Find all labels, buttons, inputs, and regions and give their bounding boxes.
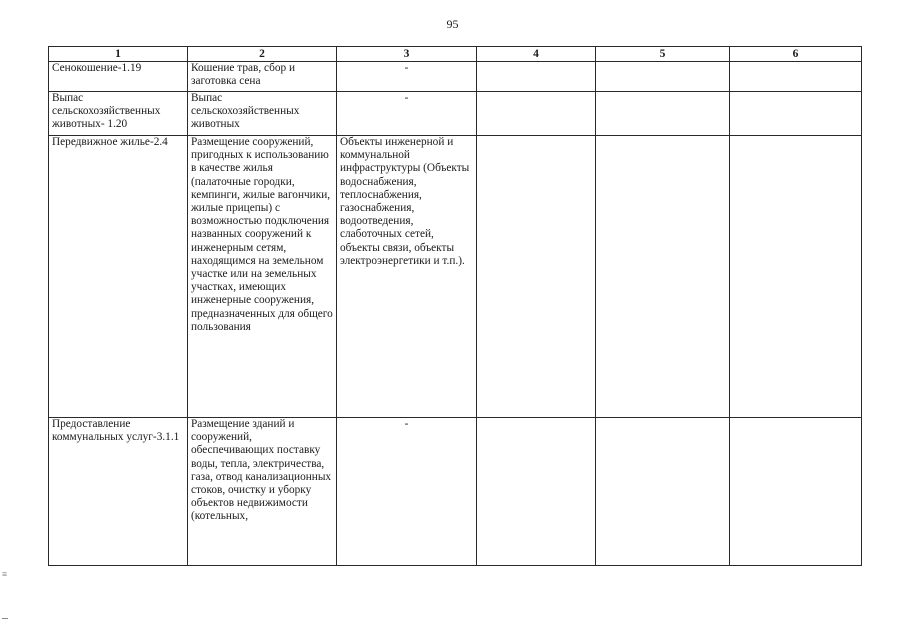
header-col-1: 1 [49, 47, 188, 62]
use-type-cell: Выпас сельскохозяйственных животных- 1.20 [49, 92, 188, 136]
table-row [49, 62, 862, 92]
infrastructure-cell: - [337, 92, 477, 136]
table-row [49, 92, 862, 136]
scan-edge-mark: ≡ [2, 569, 8, 579]
use-type-cell: Предоставление коммунальных услуг-3.1.1 [49, 418, 188, 566]
empty-cell [477, 136, 596, 418]
empty-cell [477, 418, 596, 566]
use-description-cell: Выпас сельскохозяйственных животных [188, 92, 337, 136]
empty-cell [477, 92, 596, 136]
empty-cell [596, 62, 730, 92]
scan-edge-line [2, 618, 8, 619]
use-description-cell: Кошение трав, сбор и заготовка сена [188, 62, 337, 92]
table-row [49, 418, 862, 566]
header-col-3: 3 [337, 47, 477, 62]
use-type-cell: Передвижное жилье-2.4 [49, 136, 188, 418]
infrastructure-cell: - [337, 62, 477, 92]
empty-cell [477, 62, 596, 92]
use-description-cell: Размещение сооружений, пригодных к использованию в качестве жилья (палаточные городки, кемпинги, жилые вагончики, жилые прицепы) с возможностью подключения названных сооружений к инженерным сетям, находящимся на земельном участке или на земельных участках, имеющих инженерные сооружения, предназначенных для общего пользования [188, 136, 337, 418]
empty-cell [730, 92, 862, 136]
table-row [49, 136, 862, 418]
land-use-table [48, 46, 862, 566]
empty-cell [730, 418, 862, 566]
empty-cell [596, 418, 730, 566]
table-header-row [49, 47, 862, 62]
header-col-6: 6 [730, 47, 862, 62]
header-col-4: 4 [477, 47, 596, 62]
use-description-cell: Размещение зданий и сооружений, обеспечивающих поставку воды, тепла, электричества, газа, отвод канализационных стоков, очистку и уборку объектов недвижимости (котельных, [188, 418, 337, 566]
empty-cell [730, 62, 862, 92]
page-number: 95 [446, 17, 459, 31]
infrastructure-cell: - [337, 418, 477, 566]
empty-cell [596, 92, 730, 136]
header-col-2: 2 [188, 47, 337, 62]
empty-cell [596, 136, 730, 418]
empty-cell [730, 136, 862, 418]
use-type-cell: Сенокошение-1.19 [49, 62, 188, 92]
header-col-5: 5 [596, 47, 730, 62]
infrastructure-cell: Объекты инженерной и коммунальной инфраструктуры (Объекты водоснабжения, теплоснабжения, газоснабжения, водоотведения, слаботочных сетей, объекты связи, объекты электроэнергетики и т.п.). [337, 136, 477, 418]
